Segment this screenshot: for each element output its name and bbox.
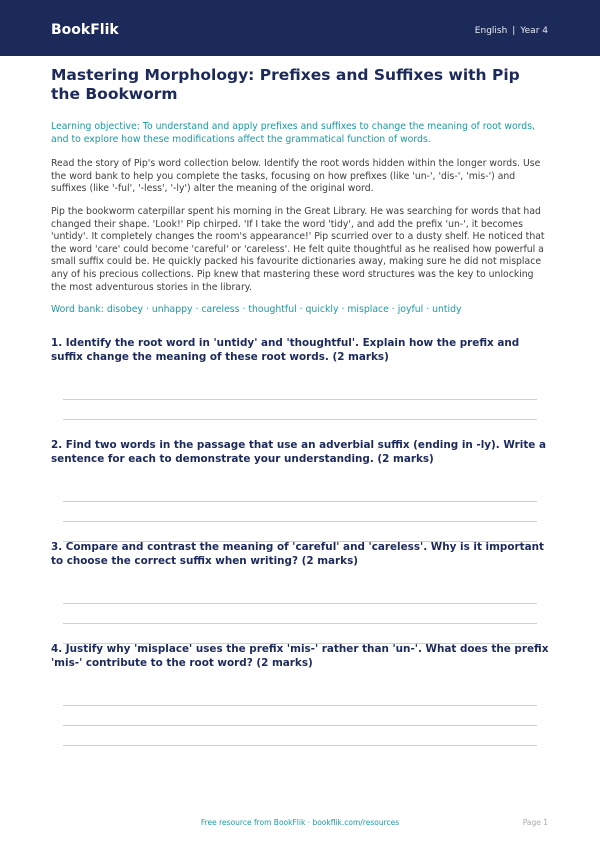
question-2 — [51, 438, 549, 466]
instructions: Read the story of Pip's word collection below. Identify the root words hidden within the longer words. Use the word bank to help you complete the tasks, focusing on how prefixes (like 'un-', 'dis-', 'mis-') and suffixes (like '-ful', '-less', '-ly') alter the meaning of the original word. — [51, 158, 541, 195]
answer-line[interactable] — [63, 501, 537, 502]
answer-line[interactable] — [63, 399, 537, 400]
question-1 — [51, 336, 549, 364]
answer-line[interactable] — [63, 725, 537, 726]
subject-year-meta — [475, 26, 548, 36]
question-1-text: 1. Identify the root word in 'untidy' and 'thoughtful'. Explain how the prefix and suffix change the meaning of these root words. (2 marks) — [51, 337, 520, 363]
footer-resource-link[interactable]: Free resource from BookFlik · bookflik.com/resources — [200, 818, 400, 827]
top-banner — [0, 0, 600, 56]
answer-line[interactable] — [63, 745, 537, 746]
page-title: Mastering Morphology: Prefixes and Suffixes with Pip the Bookworm — [51, 66, 520, 103]
question-3-text: 3. Compare and contrast the meaning of 'careful' and 'careless'. Why is it important to choose the correct suffix when writing? (2 marks) — [51, 541, 544, 567]
story-passage: Pip the bookworm caterpillar spent his morning in the Great Library. He was searching for words that had changed their shape. 'Look!' Pip chirped. 'If I take the word 'tidy', and add the prefix 'un-', it becomes 'untidy'. It completely changes the room's appearance!' Pip scurried over to a dusty shelf. He noticed that the word 'care' could become 'careful' or 'careless'. He felt quite thoughtful as he realised how powerful a small suffix could be. He quickly packed his favourite dictionaries away, making sure he did not misplace any of his precious collections. Pip knew that mastering these word structures was the key to unlocking the most adventurous stories in the library. — [51, 205, 545, 293]
question-3 — [51, 540, 549, 568]
question-4-text: 4. Justify why 'misplace' uses the prefix 'mis-' rather than 'un-'. What does the prefix 'mis-' contribute to the root word? (2 marks) — [51, 643, 549, 669]
question-2-text: 2. Find two words in the passage that use an adverbial suffix (ending in -ly). Write a sentence for each to demonstrate your understanding. (2 marks) — [51, 439, 546, 465]
answer-line[interactable] — [63, 603, 537, 604]
answer-line[interactable] — [63, 623, 537, 624]
page-footer — [0, 818, 600, 830]
word-bank: Word bank: disobey · unhappy · careless · thoughtful · quickly · misplace · joyful · untidy — [51, 304, 462, 316]
page-number: Page 1 — [522, 818, 548, 827]
answer-line[interactable] — [63, 521, 537, 522]
worksheet-body — [51, 64, 549, 317]
subject-label: English — [474, 26, 508, 36]
meta-separator: | — [512, 26, 516, 36]
answer-line[interactable] — [63, 419, 537, 420]
answer-line[interactable] — [63, 705, 537, 706]
learning-objective: Learning objective: To understand and apply prefixes and suffixes to change the meaning of root words, and to explore how these modifications affect the grammatical function of words. — [51, 121, 536, 145]
brand-logo[interactable]: BookFlik — [51, 22, 119, 38]
year-label: Year 4 — [520, 26, 548, 36]
question-4 — [51, 642, 549, 670]
